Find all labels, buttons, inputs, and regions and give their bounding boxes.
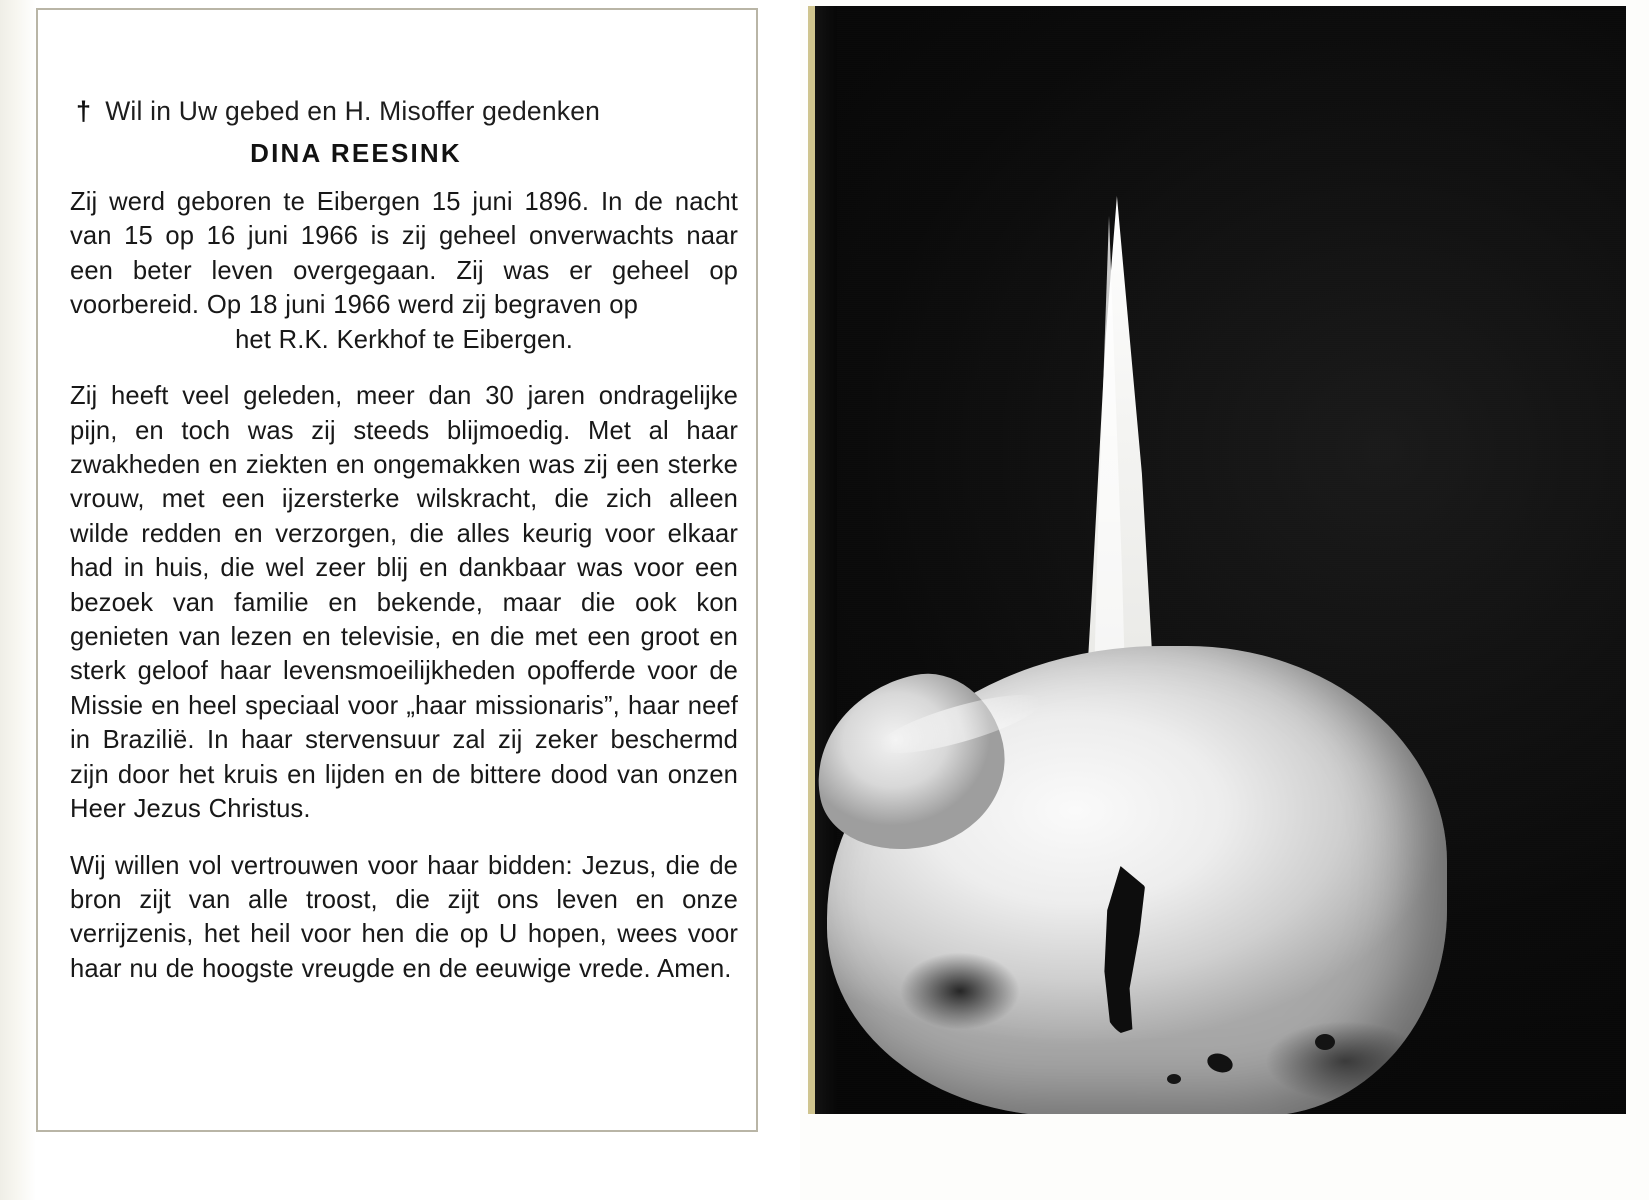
headline-row (70, 96, 738, 127)
cross-icon: † (76, 96, 92, 126)
paragraph-biography-tail: het R.K. Kerkhof te Eibergen. (235, 325, 573, 354)
paragraph-biography (70, 185, 738, 357)
deceased-name: DINA REESINK (250, 138, 462, 168)
paragraph-biography-text: Zij werd geboren te Eibergen 15 juni 1896. In de nacht van 15 op 16 juni 1966 is zij geheel onverwachts naar een beter leven overgegaan. Zij was er geheel op voorbereid. Op 18 juni 1966 werd zij begraven op (70, 188, 738, 320)
candle-photo (808, 6, 1626, 1114)
wax-speck (1315, 1034, 1335, 1050)
card-text-area (70, 96, 738, 1090)
wax-shadow-left (875, 936, 1045, 1046)
wax-shadow-right (1235, 1006, 1455, 1114)
left-page (0, 0, 800, 1200)
card-sheet (36, 8, 758, 1132)
wax-speck (1167, 1074, 1181, 1084)
paragraph-prayer: Wij willen vol vertrouwen voor haar bidden: Jezus, die de bron zijt van alle troost, die zijt ons leven en onze verrijzenis, het heil voor hen die op U hopen, wees voor haar nu de hoogste vreugde en de eeuwige vrede. Amen. (70, 851, 738, 983)
paragraph-tribute: Zij heeft veel geleden, meer dan 30 jaren ondragelijke pijn, en toch was zij steeds blijmoedig. Met al haar zwakheden en ziekten en ongemakken was zij een sterke vrouw, met een ijzersterke wilskracht, die zich alleen wilde redden en verzorgen, die alles keurig voor elkaar had in huis, die wel zeer blij en dankbaar was voor een bezoek van familie en bekende, maar die ook kon genieten van lezen en televisie, en die met een groot en sterk geloof haar levensmoeilijkheden opofferde voor de Missie en heel speciaal voor „haar missionaris”, haar neef in Brazilië. In haar stervensuur zal zij zeker beschermd zijn door het kruis en lijden en de bittere dood van onzen Heer Jezus Christus. (70, 382, 738, 824)
page-edge-strip (0, 0, 36, 1200)
right-page (800, 0, 1649, 1200)
headline-text: Wil in Uw gebed en H. Misoffer gedenken (105, 96, 601, 126)
